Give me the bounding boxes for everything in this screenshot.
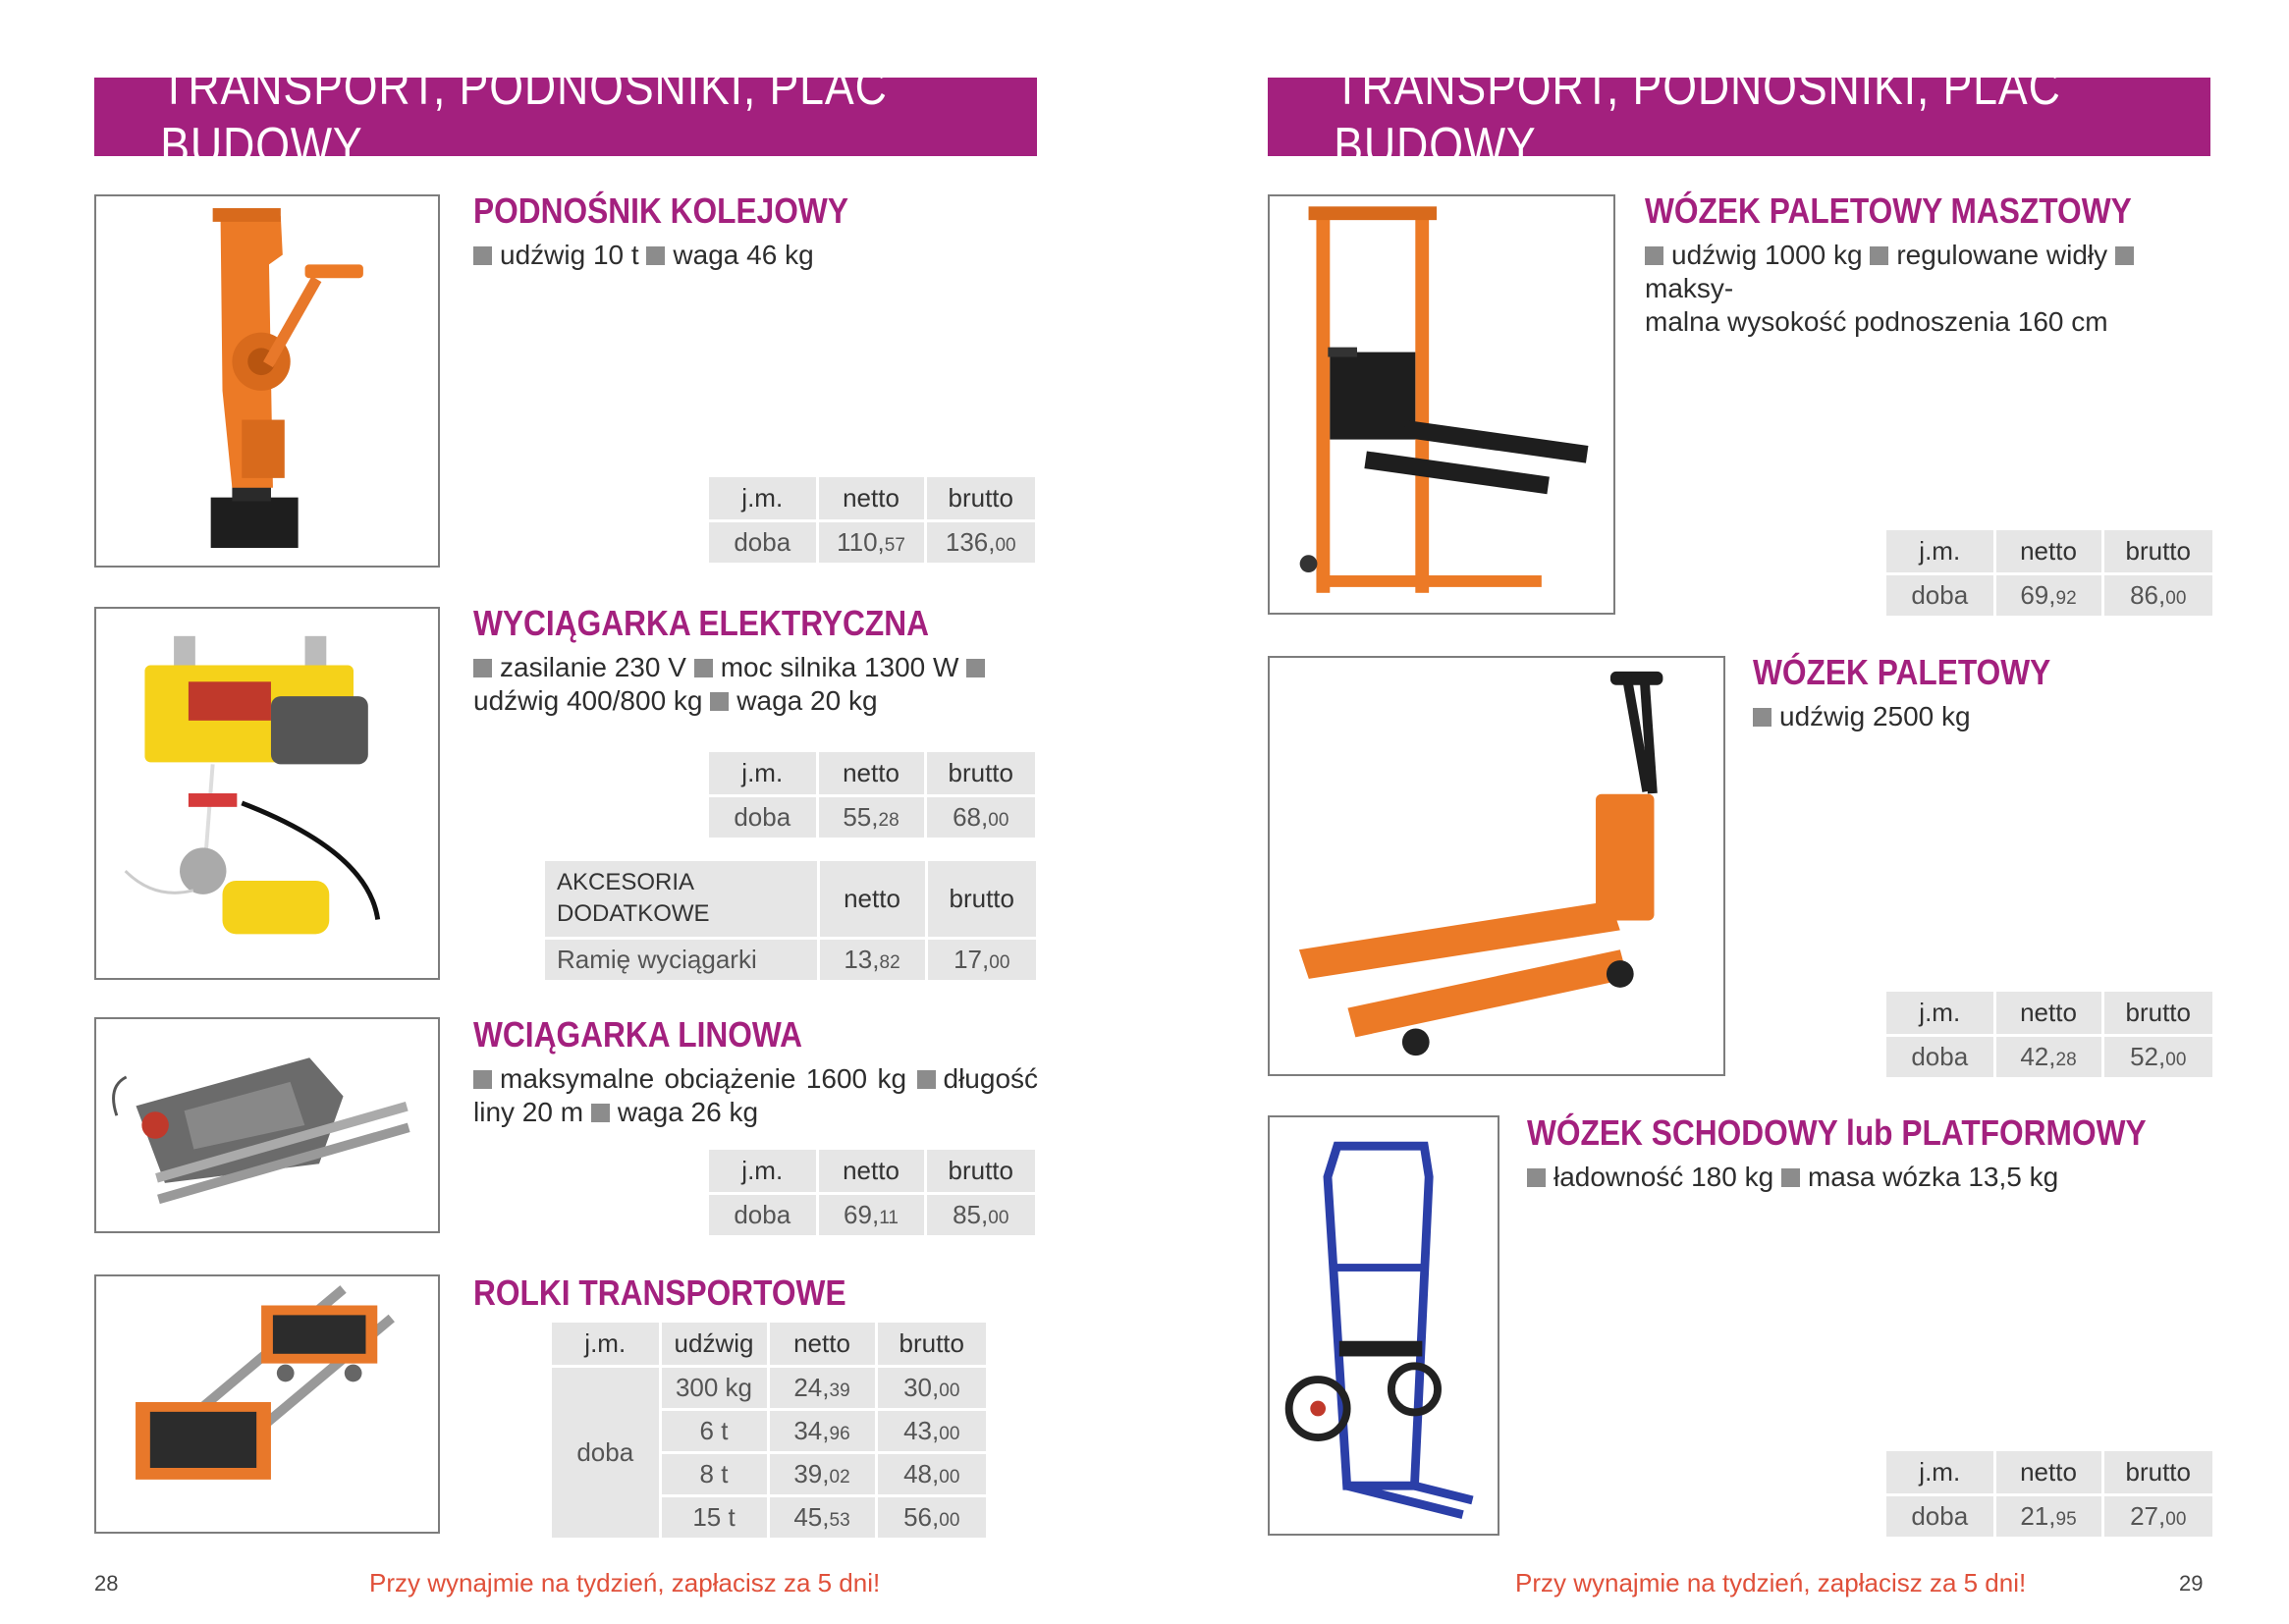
- mast-pallet-truck-image: [1268, 194, 1615, 615]
- product-specs: maksymalne obciążenie 1600 kg długość liny 20 m waga 26 kg: [473, 1063, 1039, 1127]
- bullet-square-icon: [917, 1070, 936, 1089]
- product-title: ROLKI TRANSPORTOWE: [473, 1272, 846, 1313]
- price-table: j.m. netto brutto doba 55,28 68,00: [709, 752, 1035, 840]
- railway-jack-image: [94, 194, 440, 568]
- product-specs: ładowność 180 kg masa wózka 13,5 kg: [1527, 1161, 2214, 1194]
- bullet-square-icon: [1527, 1168, 1546, 1187]
- product-title: PODNOŚNIK KOLEJOWY: [473, 190, 848, 231]
- product-title: WCIĄGARKA LINOWA: [473, 1014, 802, 1055]
- product-title: WYCIĄGARKA ELEKTRYCZNA: [473, 603, 930, 643]
- stair-trolley-image: [1268, 1115, 1499, 1536]
- page-number: 28: [94, 1571, 119, 1596]
- accessories-table: AKCESORIA DODATKOWE netto brutto Ramię wyciągarki 13,82 17,00: [545, 861, 1036, 983]
- price-table: j.m. netto brutto doba 21,95 27,00: [1886, 1451, 2212, 1540]
- price-table: j.m. netto brutto doba 69,92 86,00: [1886, 530, 2212, 619]
- product-title: WÓZEK SCHODOWY lub PLATFORMOWY: [1527, 1112, 2147, 1153]
- page-number: 29: [2179, 1571, 2204, 1596]
- bullet-square-icon: [591, 1104, 610, 1122]
- footnote: Przy wynajmie na tydzień, zapłacisz za 5 dni!: [1515, 1568, 2027, 1597]
- product-specs: udźwig 1000 kg regulowane widły maksy- malna wysokość podnoszenia 160 cm: [1645, 239, 2214, 339]
- product-title: WÓZEK PALETOWY: [1753, 652, 2051, 692]
- product-specs: zasilanie 230 V moc silnika 1300 W udźwig 400/800 kg waga 20 kg: [473, 651, 1038, 718]
- bullet-square-icon: [646, 246, 665, 265]
- bullet-square-icon: [694, 659, 713, 677]
- price-table: j.m. netto brutto doba 69,11 85,00: [709, 1150, 1035, 1238]
- product-specs: udźwig 10 t waga 46 kg: [473, 239, 1038, 272]
- bullet-square-icon: [2115, 246, 2134, 265]
- bullet-square-icon: [473, 659, 492, 677]
- transport-rollers-image: [94, 1274, 440, 1534]
- price-table: j.m. udźwig netto brutto doba 300 kg 24,39 30,00 6 t 34,96 43,00 8 t 39,02 48,00 15 t 45,53 56,00: [552, 1323, 986, 1541]
- price-table: j.m. netto brutto doba 110,57 136,00: [709, 477, 1035, 566]
- cable-winch-image: [94, 1017, 440, 1233]
- page-header: TRANSPORT, PODNOŚNIKI, PLAC BUDOWY: [94, 78, 1037, 156]
- bullet-square-icon: [1753, 708, 1771, 727]
- price-table: j.m. netto brutto doba 42,28 52,00: [1886, 992, 2212, 1080]
- electric-winch-image: [94, 607, 440, 980]
- footnote: Przy wynajmie na tydzień, zapłacisz za 5 dni!: [369, 1568, 881, 1597]
- right-page: [1144, 0, 2289, 1624]
- bullet-square-icon: [1781, 1168, 1800, 1187]
- left-page: [0, 0, 1144, 1624]
- product-specs: udźwig 2500 kg: [1753, 700, 2214, 733]
- bullet-square-icon: [710, 692, 729, 711]
- bullet-square-icon: [1870, 246, 1888, 265]
- accessories-header: AKCESORIA DODATKOWE: [545, 861, 818, 938]
- bullet-square-icon: [473, 246, 492, 265]
- bullet-square-icon: [966, 659, 985, 677]
- page-header: TRANSPORT, PODNOŚNIKI, PLAC BUDOWY: [1268, 78, 2210, 156]
- pallet-truck-image: [1268, 656, 1725, 1076]
- bullet-square-icon: [1645, 246, 1663, 265]
- bullet-square-icon: [473, 1070, 492, 1089]
- product-title: WÓZEK PALETOWY MASZTOWY: [1645, 190, 2132, 231]
